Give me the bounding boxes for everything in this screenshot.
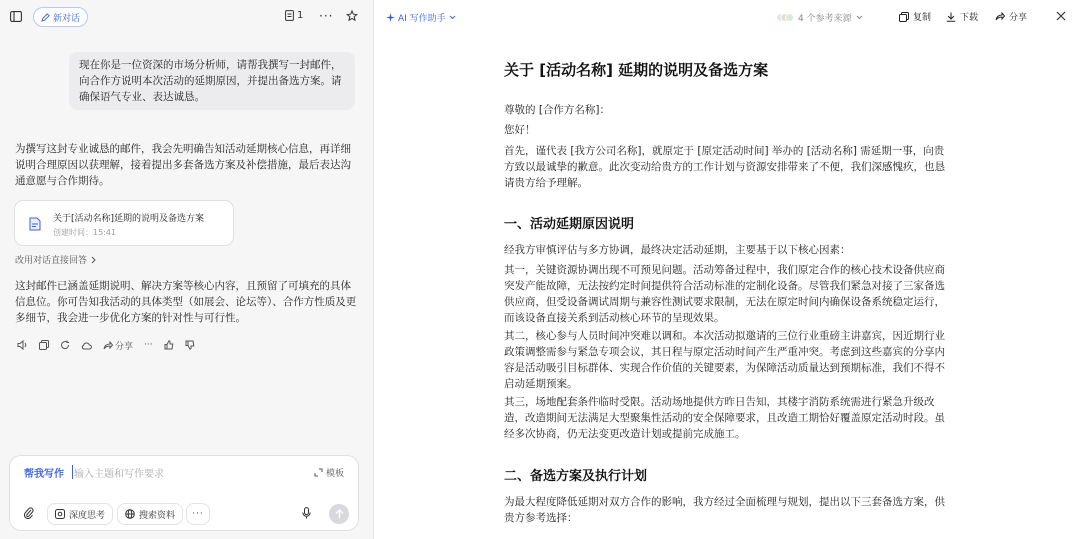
text-cursor [72,465,73,479]
deep-think-button[interactable] [47,503,113,525]
globe-icon [125,509,135,519]
share-icon [995,12,1005,21]
assistant-label: AI 写作助手 [398,14,446,24]
chat-toolbar [0,0,373,34]
document-toolbar [374,0,1080,34]
close-icon[interactable] [1056,11,1066,21]
thumbs-up-icon[interactable] [164,340,174,350]
share-icon [103,341,113,350]
sources-label: 4 个参考来源 [798,14,852,24]
paragraph-reasons-lead: 经我方审慎评估与多方协调，最终决定活动延期，主要基于以下核心因素： [504,244,851,256]
new-chat-label: 新对话 [53,13,81,24]
source-avatars-icon [776,13,794,22]
expand-icon [314,468,323,477]
deep-think-label: 深度思考 [69,510,106,521]
more-actions-icon[interactable]: ··· [144,340,153,350]
send-button[interactable] [329,504,349,524]
paragraph-reason-2: 其二，核心参与人员时间冲突难以调和。本次活动拟邀请的三位行业重磅主讲嘉宾，因近期行业政策调整需参与紧急专项会议，其日程与原定活动时间产生严重冲突。考虑到这些嘉宾的分享内容是活动吸引目标群体、实现合作价值的关键要素，为保障活动质量达到预期标准，我们不得不启动延期预案。 [504,330,945,390]
heading-alternatives: 二、备选方案及执行计划 [504,469,648,484]
cloud-icon[interactable] [81,341,92,350]
new-chat-button[interactable] [33,7,88,27]
star-icon[interactable] [346,10,358,22]
paragraph-reason-3: 其三，场地配套条件临时受限。活动场地提供方昨日告知，其楼宇消防系统需进行紧急升级改造，改造期间无法满足大型聚集性活动的安全保障要求，且改造工期恰好覆盖原定活动时段。虽经多次协商，仍无法变更改造计划或提前完成施工。 [504,396,945,440]
search-button[interactable] [117,503,183,525]
download-label: 下载 [960,13,979,23]
switch-to-chat-link[interactable] [15,253,96,266]
user-message: 现在你是一位资深的市场分析师，请帮我撰写一封邮件，向合作方说明本次活动的延期原因，并提出备选方案。请确保语气专业、表达诚恳。 [69,52,355,110]
share-button[interactable] [103,339,133,352]
document-card-title: 关于[活动名称]延期的说明及备选方案 [53,214,205,224]
new-chat-icon [41,13,50,22]
thumbs-down-icon[interactable] [185,340,195,350]
sources-button[interactable] [776,11,863,24]
assistant-selector[interactable] [386,11,456,24]
microphone-icon[interactable] [302,507,311,519]
read-aloud-icon[interactable] [17,340,28,350]
composer [9,455,359,531]
document-icon [285,10,294,21]
template-button[interactable] [314,466,344,479]
search-label: 搜索资料 [139,510,176,521]
share-label: 分享 [1009,13,1028,23]
document-panel [374,0,1080,539]
page-count-button[interactable] [285,10,303,21]
copy-icon [899,12,909,22]
sparkle-icon [386,13,395,22]
greeting: 您好！ [504,124,536,136]
share-button[interactable] [995,10,1027,23]
paragraph-intro: 首先，谨代表 [我方公司名称]，就原定于 [原定活动时间] 举办的 [活动名称] 需延期一事，向贵方致以最诚挚的歉意。此次变动给贵方的工作计划与资源安排带来了不便，我们深感愧疚，也恳请贵方给予理解。 [504,145,945,189]
copy-label: 复制 [913,13,932,23]
paragraph-reason-1: 其一，关键资源协调出现不可预见问题。活动筹备过程中，我们原定合作的核心技术设备供应商突发产能故障，无法按约定时间提供符合活动标准的定制化设备。尽管我们紧急对接了三家备选供应商，但受设备调试周期与兼容性测试要求限制，无法在原定时间内确保设备系统稳定运行，而该设备直接关系到活动核心环节的呈现效果。 [504,264,945,324]
document-card[interactable] [14,200,234,246]
heading-reasons: 一、活动延期原因说明 [504,217,635,232]
writing-mode-tag[interactable]: 帮我写作 [24,469,64,480]
message-actions [17,338,195,352]
copy-button[interactable] [899,10,931,23]
chevron-down-icon [449,15,456,20]
composer-input[interactable]: 输入主题和写作要求 [74,469,164,480]
template-label: 模板 [325,469,344,479]
attach-icon[interactable] [24,507,34,519]
chat-panel [0,0,374,539]
share-label: 分享 [115,341,134,352]
page-count: 1 [297,10,304,21]
salutation: 尊敬的 [合作方名称]： [504,104,611,116]
deep-think-icon [55,509,65,519]
chevron-right-icon [91,256,96,264]
switch-to-chat-label: 改用对话直接回答 [15,256,88,266]
regenerate-icon[interactable] [60,340,70,350]
more-tools-button[interactable]: ··· [186,503,210,525]
copy-icon[interactable] [39,340,49,350]
document-icon [29,216,41,235]
download-icon [946,12,956,22]
assistant-reply-intro: 为撰写这封专业诚恳的邮件，我会先明确告知活动延期核心信息，再详细说明合理原因以获理解，接着提出多套备选方案及补偿措施，最后表达沟通意愿与合作期待。 [15,143,351,187]
sidebar-toggle-icon[interactable] [10,11,22,22]
chevron-down-icon [856,15,863,20]
assistant-reply-outro: 这封邮件已涵盖延期说明、解决方案等核心内容，且预留了可填充的具体信息位。你可告知我活动的具体类型（如展会、论坛等）、合作方性质及更多细节，我会进一步优化方案的针对性与可行性。 [15,280,357,324]
download-button[interactable] [946,10,978,23]
document-title: 关于 [活动名称] 延期的说明及备选方案 [504,61,769,79]
paragraph-alternatives-lead: 为最大程度降低延期对双方合作的影响，我方经过全面梳理与规划，提出以下三套备选方案，供贵方参考选择： [504,496,945,524]
arrow-up-icon [335,509,344,519]
more-options-icon[interactable]: ··· [319,9,334,23]
document-card-date: 创建时间：15:41 [53,228,117,237]
